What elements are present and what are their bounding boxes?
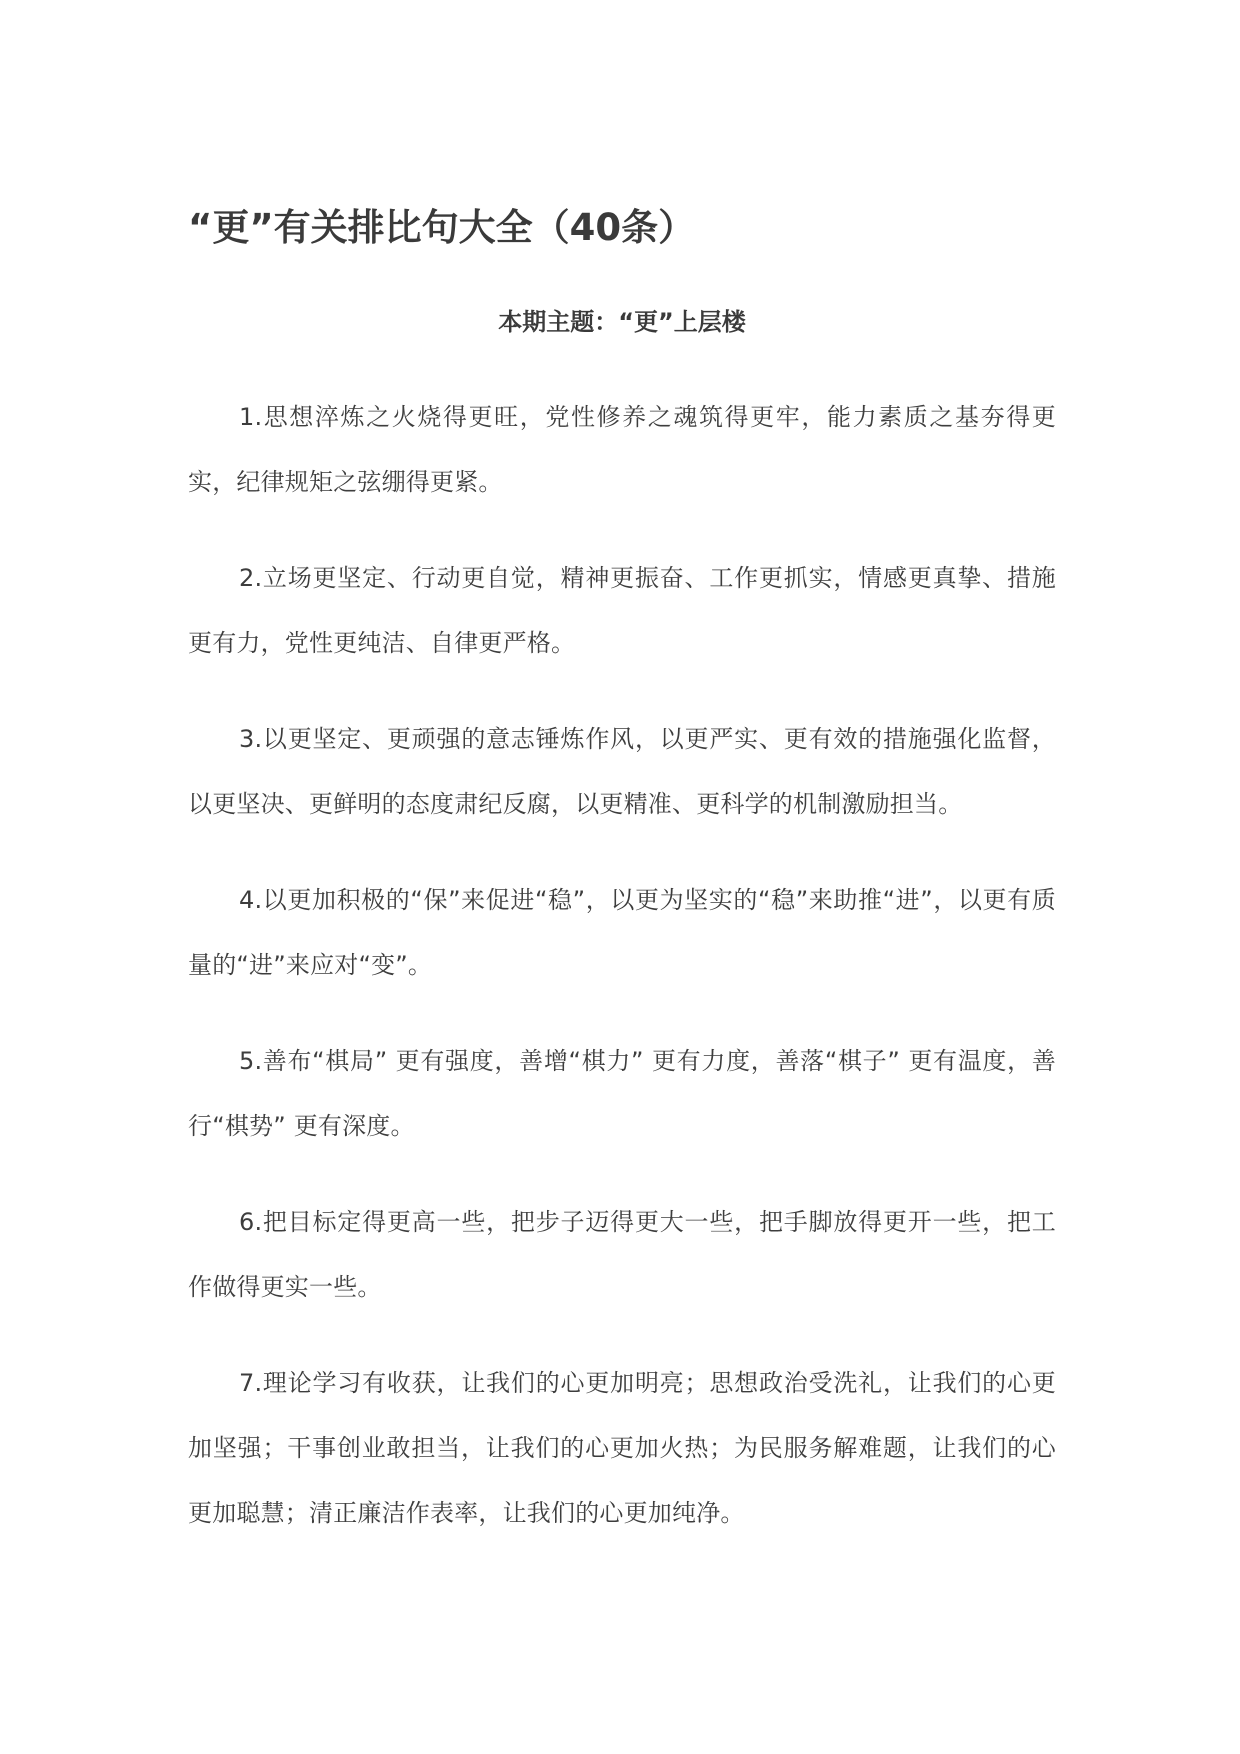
sentence-item-5: 5.善布“棋局” 更有强度，善增“棋力” 更有力度，善落“棋子” 更有温度，善行“棋势” 更有深度。 [188, 1047, 1056, 1140]
sentence-item-3: 3.以更坚定、更顽强的意志锤炼作风，以更严实、更有效的措施强化监督，以更坚决、更鲜明的态度肃纪反腐，以更精准、更科学的机制激励担当。 [188, 725, 1056, 818]
document-title: “更”有关排比句大全（40条） [188, 206, 696, 249]
sentence-list [188, 385, 1056, 1577]
sentence-item-2: 2.立场更坚定、行动更自觉，精神更振奋、工作更抓实，情感更真挚、措施更有力，党性更纯洁、自律更严格。 [188, 564, 1056, 657]
sentence-item-4: 4.以更加积极的“保”来促进“稳”，以更为坚实的“稳”来助推“进”，以更有质量的“进”来应对“变”。 [188, 886, 1056, 979]
sentence-item-6: 6.把目标定得更高一些，把步子迈得更大一些，把手脚放得更开一些，把工作做得更实一些。 [188, 1208, 1056, 1301]
sentence-item-7: 7.理论学习有收获，让我们的心更加明亮；思想政治受洗礼，让我们的心更加坚强；干事创业敢担当，让我们的心更加火热；为民服务解难题，让我们的心更加聪慧；清正廉洁作表率，让我们的心更加纯净。 [188, 1369, 1056, 1527]
sentence-item-1: 1.思想淬炼之火烧得更旺，党性修养之魂筑得更牢，能力素质之基夯得更实，纪律规矩之弦绷得更紧。 [188, 403, 1056, 496]
document-subtitle: 本期主题：“更”上层楼 [498, 308, 746, 336]
